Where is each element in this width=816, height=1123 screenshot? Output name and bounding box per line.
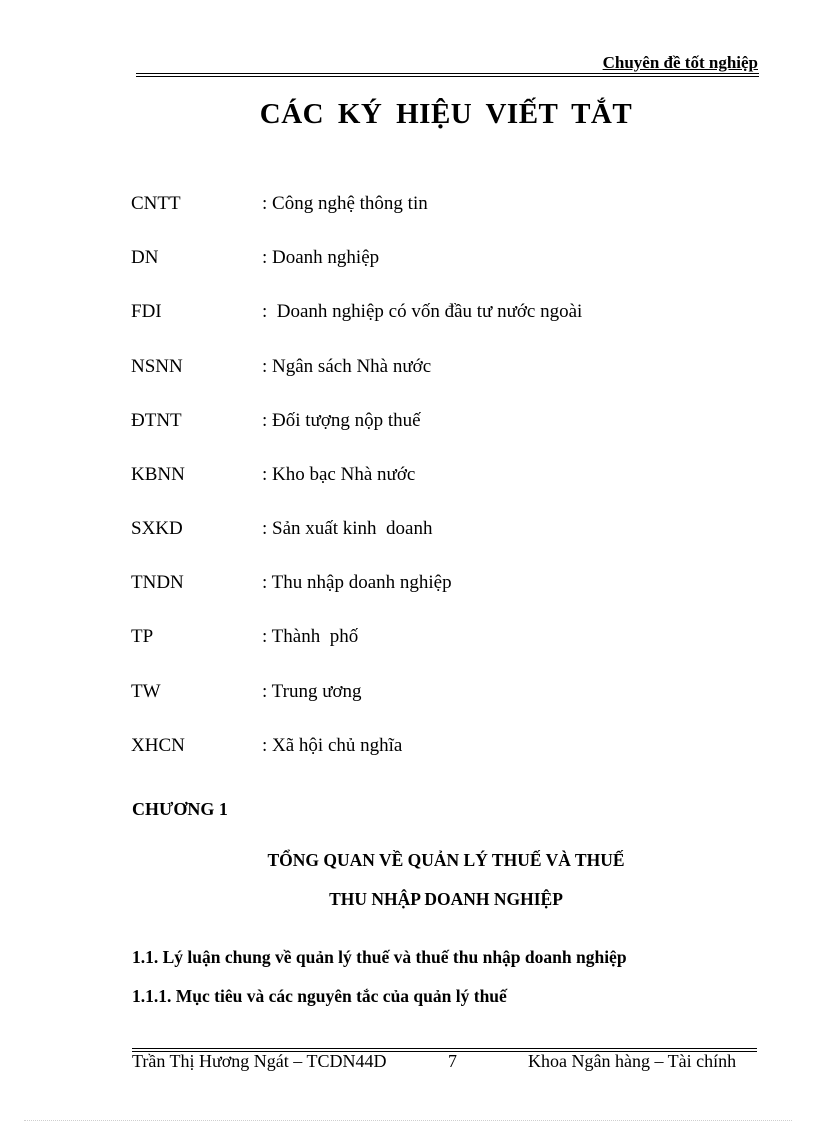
page-bottom-edge (24, 1120, 792, 1121)
footer-author: Trần Thị Hương Ngát – TCDN44D (132, 1051, 387, 1071)
abbreviation-term: ĐTNT (131, 410, 182, 431)
abbreviation-definition: : Ngân sách Nhà nước (262, 356, 432, 377)
abbreviation-definition: : Công nghệ thông tin (262, 193, 428, 214)
chapter-title-line-1: TỔNG QUAN VỀ QUẢN LÝ THUẾ VÀ THUẾ (267, 850, 625, 870)
section-heading-1-1-1: 1.1.1. Mục tiêu và các nguyên tắc của quản lý thuế (132, 986, 507, 1006)
abbreviation-definition: : Doanh nghiệp có vốn đầu tư nước ngoài (262, 301, 583, 322)
abbreviation-definition: : Thu nhập doanh nghiệp (262, 572, 452, 593)
abbreviation-term: SXKD (131, 518, 183, 539)
abbreviation-term: CNTT (131, 193, 181, 214)
header-title: Chuyên đề tốt nghiệp (602, 53, 758, 72)
abbreviation-term: DN (131, 247, 159, 268)
chapter-title-line-2: THU NHẬP DOANH NGHIỆP (329, 889, 563, 909)
abbreviation-definition: : Doanh nghiệp (262, 247, 380, 268)
section-heading-1-1: 1.1. Lý luận chung về quản lý thuế và thuế thu nhập doanh nghiệp (132, 947, 627, 967)
header-rule-thin (136, 76, 759, 77)
abbreviation-definition: : Thành phố (262, 626, 359, 647)
page-title: CÁC KÝ HIỆU VIẾT TẮT (259, 98, 633, 130)
footer-rule-thin (132, 1048, 757, 1049)
abbreviation-term: TP (131, 626, 154, 647)
footer-department: Khoa Ngân hàng – Tài chính (528, 1051, 737, 1071)
abbreviation-definition: : Sản xuất kinh doanh (262, 518, 433, 539)
abbreviation-definition: : Đối tượng nộp thuế (262, 410, 421, 431)
header-rule-thick (136, 73, 759, 74)
abbreviation-term: FDI (131, 301, 162, 322)
abbreviation-definition: : Kho bạc Nhà nước (262, 464, 416, 485)
footer-page-number: 7 (448, 1051, 457, 1071)
abbreviation-definition: : Xã hội chủ nghĩa (262, 735, 403, 756)
abbreviation-term: XHCN (131, 735, 185, 756)
abbreviation-term: TW (131, 681, 161, 702)
abbreviation-term: KBNN (131, 464, 185, 485)
abbreviation-term: TNDN (131, 572, 184, 593)
abbreviation-definition: : Trung ương (262, 681, 362, 702)
abbreviation-term: NSNN (131, 356, 183, 377)
chapter-label: CHƯƠNG 1 (132, 799, 228, 819)
